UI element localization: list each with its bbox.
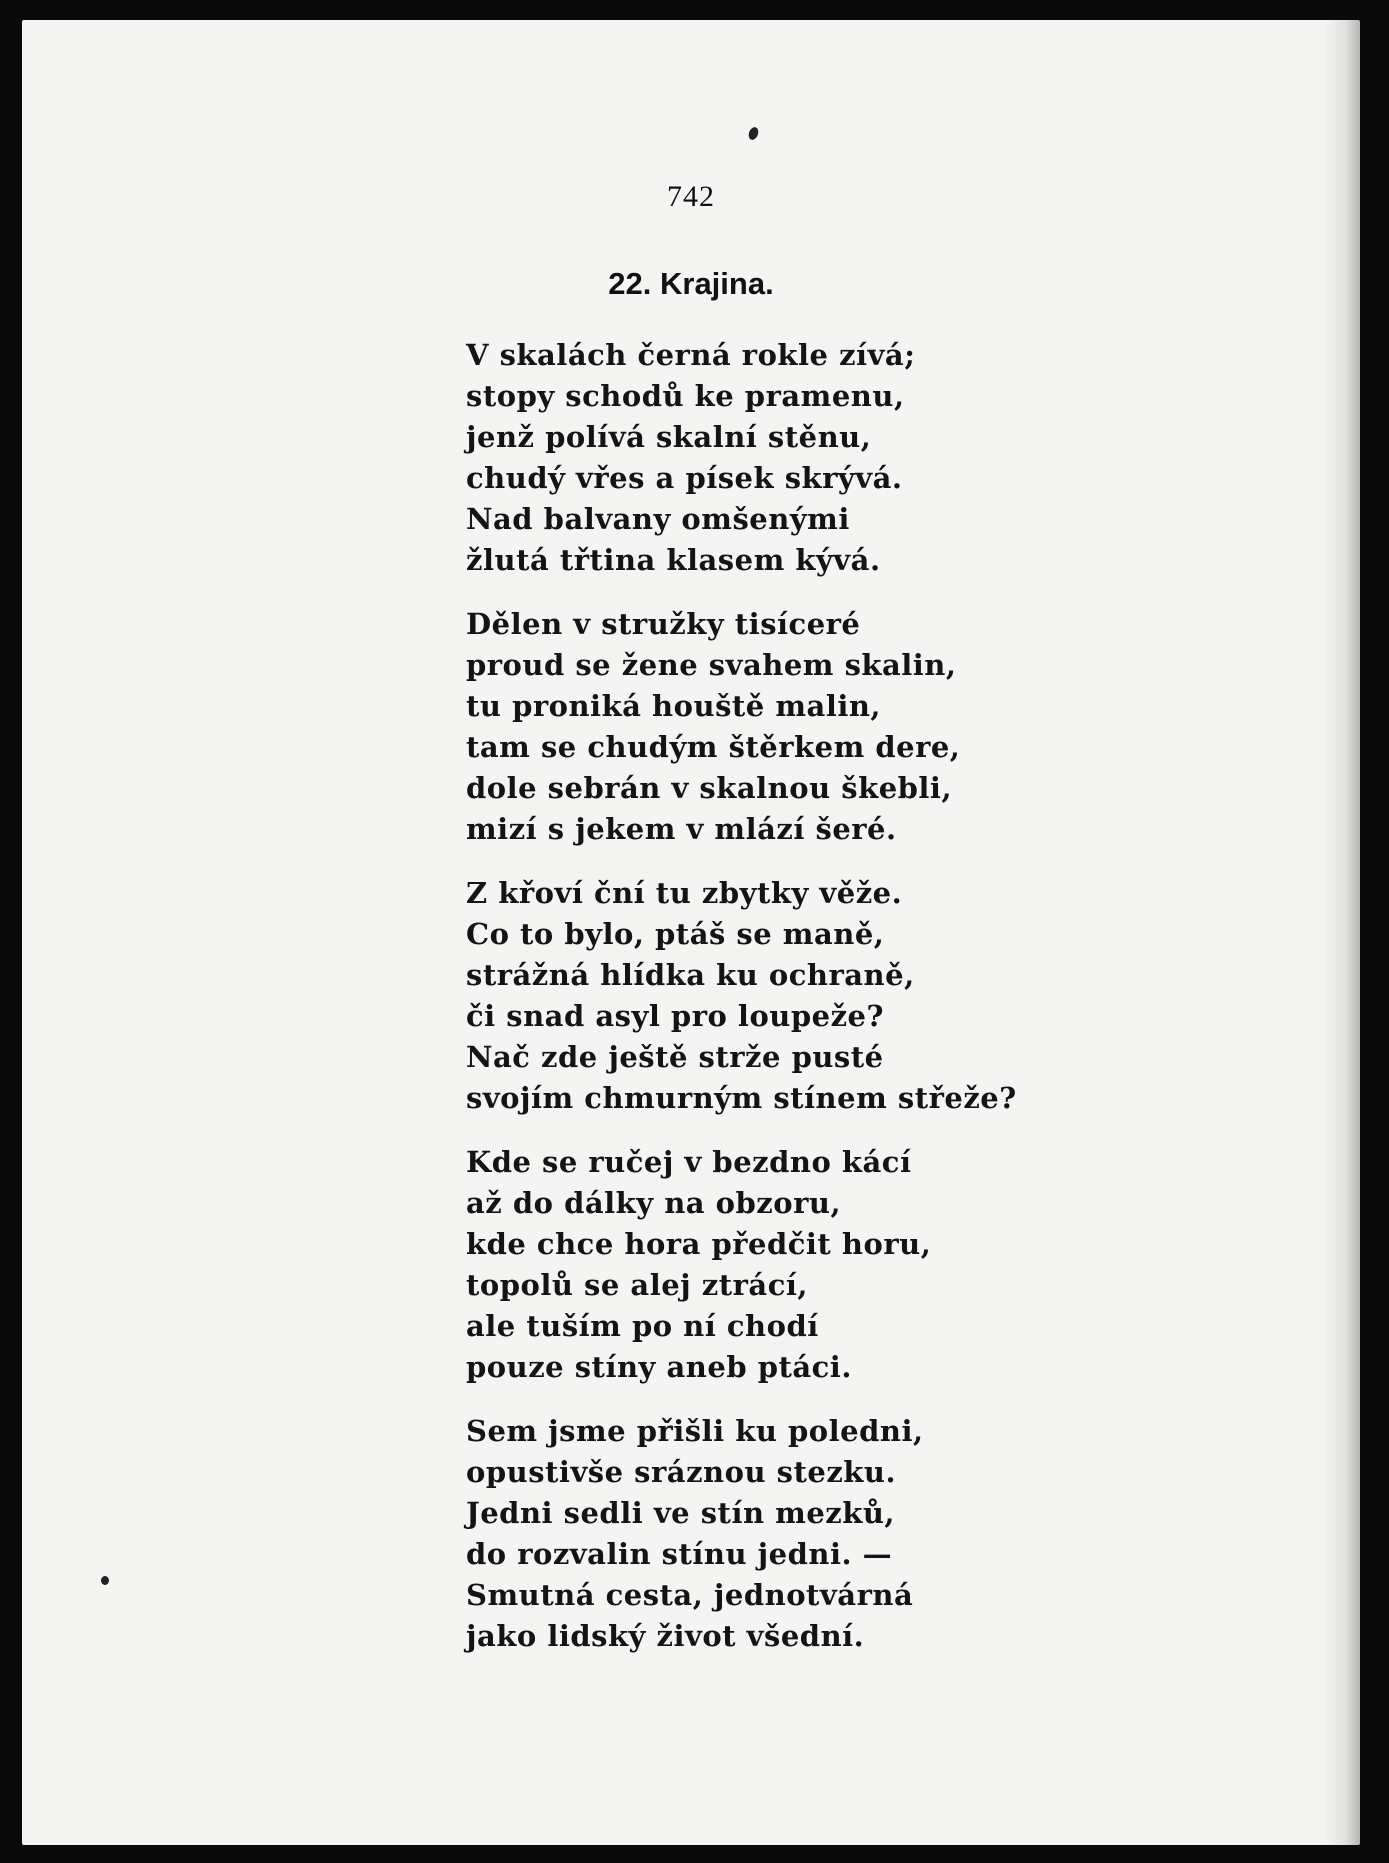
poem-line: svojím chmurným stínem střeže?	[466, 1081, 1017, 1115]
poem-line: V skalách černá rokle zívá;	[466, 338, 916, 372]
poem-line: do rozvalin stínu jedni. —	[466, 1537, 893, 1571]
stanza	[466, 1411, 1026, 1657]
paper-sheet	[22, 20, 1360, 1845]
poem-line: Smutná cesta, jednotvárná	[466, 1578, 914, 1612]
poem-line: proud se žene svahem skalin,	[466, 648, 957, 682]
stanza	[466, 1142, 1026, 1388]
poem-line: jenž polívá skalní stěnu,	[466, 420, 872, 454]
poem-line: opustivše sráznou stezku.	[466, 1455, 897, 1489]
poem-line: Dělen v stružky tisíceré	[466, 607, 861, 641]
poem-line: kde chce hora předčit horu,	[466, 1227, 932, 1261]
poem-body	[466, 335, 1026, 1680]
poem-line: strážná hlídka ku ochraně,	[466, 958, 915, 992]
poem-line: tu proniká houště malin,	[466, 689, 882, 723]
poem-line: až do dálky na obzoru,	[466, 1186, 842, 1220]
poem-line: stopy schodů ke pramenu,	[466, 379, 905, 413]
poem-line: mizí s jekem v mlází šeré.	[466, 812, 897, 846]
poem-line: jako lidský život všední.	[466, 1619, 865, 1653]
poem-line: Kde se ručej v bezdno kácí	[466, 1145, 912, 1179]
ink-speck-mark	[747, 126, 760, 141]
poem-line: topolů se alej ztrácí,	[466, 1268, 808, 1302]
poem-line: ale tuším po ní chodí	[466, 1309, 819, 1343]
poem-line: chudý vřes a písek skrývá.	[466, 461, 903, 495]
poem-line: pouze stíny aneb ptáci.	[466, 1350, 852, 1384]
poem-line: Co to bylo, ptáš se maně,	[466, 917, 885, 951]
page-number: 742	[667, 180, 715, 213]
stanza	[466, 604, 1026, 850]
stanza	[466, 873, 1026, 1119]
poem-line: žlutá třtina klasem kývá.	[466, 543, 881, 577]
stanza	[466, 335, 1026, 581]
poem-line: dole sebrán v skalnou škebli,	[466, 771, 953, 805]
poem-line: Jedni sedli ve stín mezků,	[466, 1496, 896, 1530]
poem-title: 22. Krajina.	[608, 266, 774, 301]
poem-line: Nad balvany omšenými	[466, 502, 850, 536]
poem-line: Nač zde ještě strže pusté	[466, 1040, 884, 1074]
poem-line: Z křoví ční tu zbytky věže.	[466, 876, 903, 910]
poem-line: tam se chudým štěrkem dere,	[466, 730, 961, 764]
poem-line: Sem jsme přišli ku poledni,	[466, 1414, 924, 1448]
ink-speck-mark	[101, 1576, 109, 1585]
poem-line: či snad asyl pro loupeže?	[466, 999, 885, 1033]
